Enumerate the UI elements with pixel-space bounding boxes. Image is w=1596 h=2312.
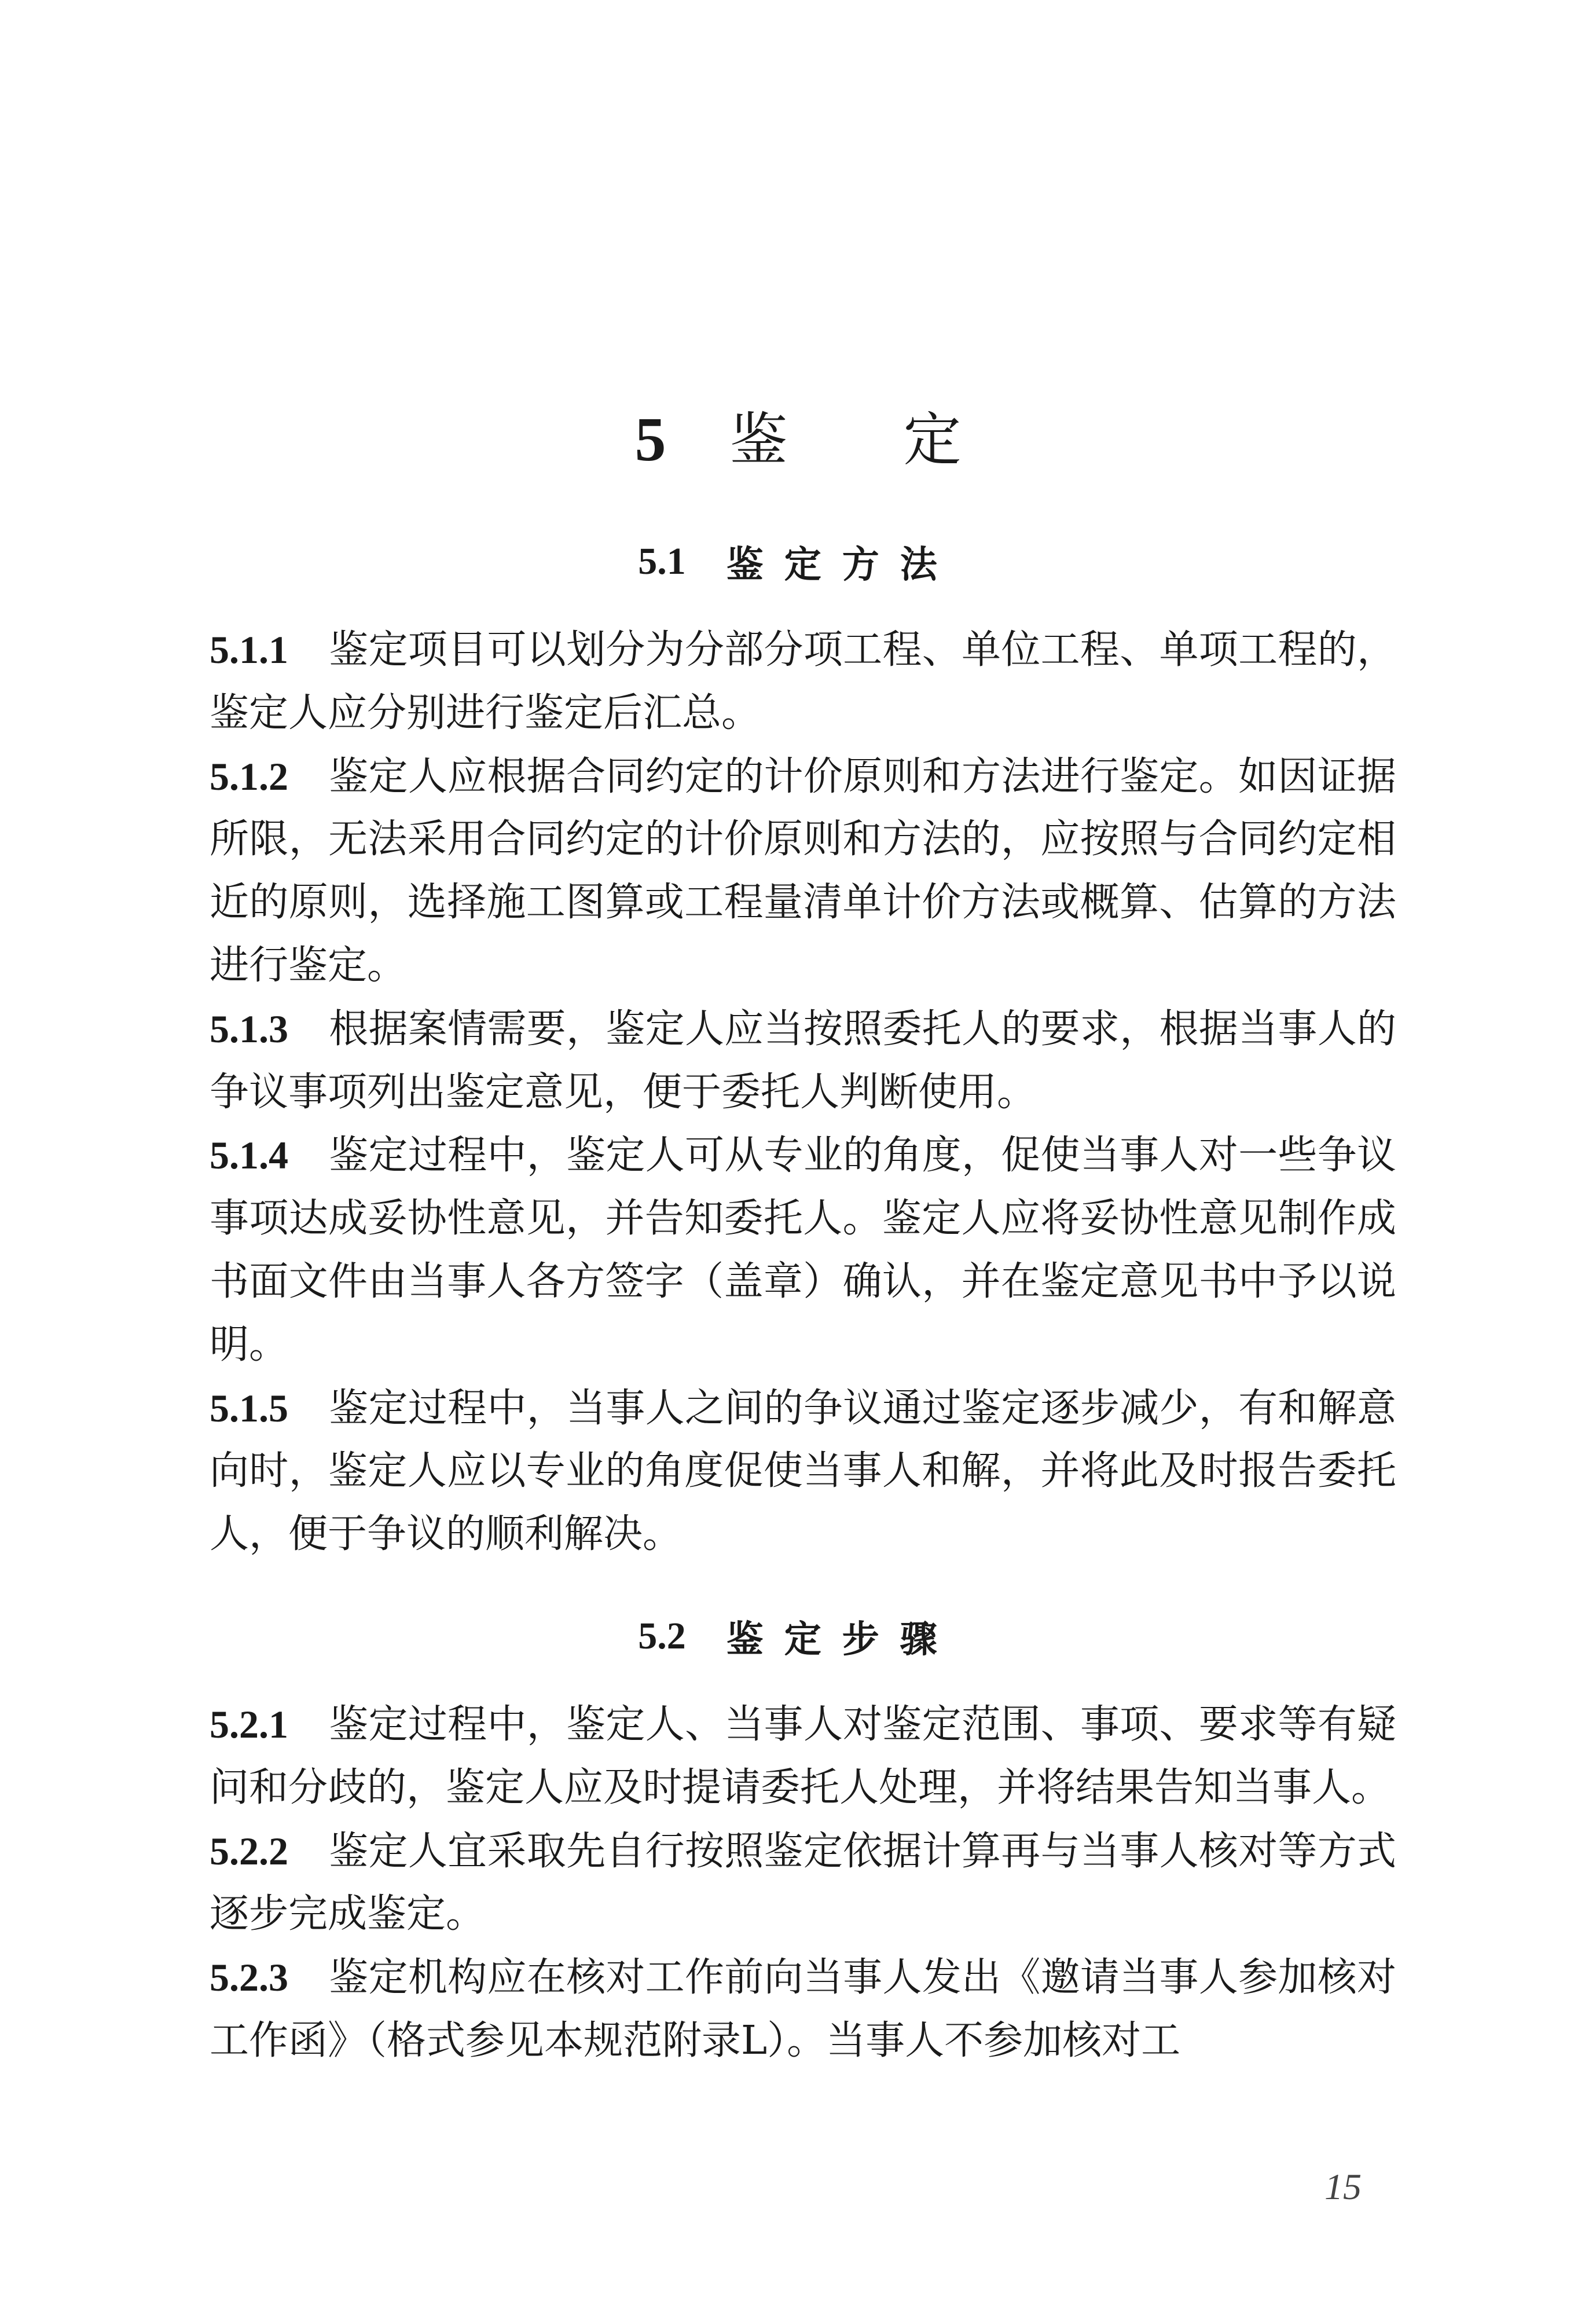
- clause-5-2-2: [210, 1820, 1396, 1947]
- section-title-5-1: [0, 533, 1596, 591]
- clause-5-1-5: [210, 1377, 1396, 1566]
- clause-number: 5.2.3: [210, 1955, 288, 2000]
- clause-number: 5.1.5: [210, 1386, 288, 1430]
- section-title-5-2: [0, 1607, 1596, 1665]
- page-number: 15: [1325, 2166, 1362, 2207]
- clause-number: 5.2.1: [210, 1702, 288, 1746]
- chapter-title-char-2: 定: [903, 406, 962, 474]
- section-5-2-body: [210, 1693, 1396, 2073]
- section-5-1-body: [210, 618, 1396, 1566]
- clause-text: 鉴定过程中，当事人之间的争议通过鉴定逐步减少，有和解意向时，鉴定人应以专业的角度促使当事人和解，并将此及时报告委托人，便于争议的顺利解决。: [210, 1385, 1396, 1558]
- clause-text: 鉴定人应根据合同约定的计价原则和方法进行鉴定。如因证据所限，无法采用合同约定的计价原则和方法的，应按照与合同约定相近的原则，选择施工图算或工程量清单计价方法或概算、估算的方法进行鉴定。: [210, 753, 1396, 988]
- clause-5-1-3: [210, 998, 1396, 1124]
- clause-5-1-1: [210, 618, 1396, 745]
- clause-text: 鉴定过程中，鉴定人、当事人对鉴定范围、事项、要求等有疑问和分歧的，鉴定人应及时提请委托人处理，并将结果告知当事人。: [210, 1702, 1396, 1811]
- chapter-title: [0, 400, 1596, 481]
- clause-5-2-3: [210, 1946, 1396, 2073]
- section-number: 5.2: [638, 1615, 686, 1657]
- clause-text: 鉴定项目可以划分为分部分项工程、单位工程、单项工程的，鉴定人应分别进行鉴定后汇总。: [210, 627, 1396, 736]
- clause-text: 鉴定人宜采取先自行按照鉴定依据计算再与当事人核对等方式逐步完成鉴定。: [210, 1828, 1396, 1937]
- chapter-title-char-1: 鉴: [729, 406, 788, 474]
- clause-number: 5.2.2: [210, 1829, 288, 1873]
- chapter-number: 5: [634, 405, 666, 474]
- clause-text: 根据案情需要，鉴定人应当按照委托人的要求，根据当事人的争议事项列出鉴定意见，便于委托人判断使用。: [210, 1006, 1396, 1115]
- clause-number: 5.1.2: [210, 754, 288, 798]
- clause-5-1-4: [210, 1124, 1396, 1376]
- section-heading: 鉴定步骤: [726, 1618, 958, 1661]
- section-number: 5.1: [638, 540, 686, 582]
- clause-5-2-1: [210, 1693, 1396, 1820]
- clause-text: 鉴定机构应在核对工作前向当事人发出《邀请当事人参加核对工作函》（格式参见本规范附录L）。当事人不参加核对工: [210, 1955, 1396, 2064]
- clause-text: 鉴定过程中，鉴定人可从专业的角度，促使当事人对一些争议事项达成妥协性意见，并告知委托人。鉴定人应将妥协性意见制作成书面文件由当事人各方签字（盖章）确认，并在鉴定意见书中予以说明。: [210, 1133, 1396, 1368]
- clause-number: 5.1.4: [210, 1133, 288, 1178]
- clause-5-1-2: [210, 745, 1396, 998]
- clause-number: 5.1.1: [210, 628, 288, 672]
- section-heading: 鉴定方法: [726, 544, 958, 587]
- clause-number: 5.1.3: [210, 1006, 288, 1051]
